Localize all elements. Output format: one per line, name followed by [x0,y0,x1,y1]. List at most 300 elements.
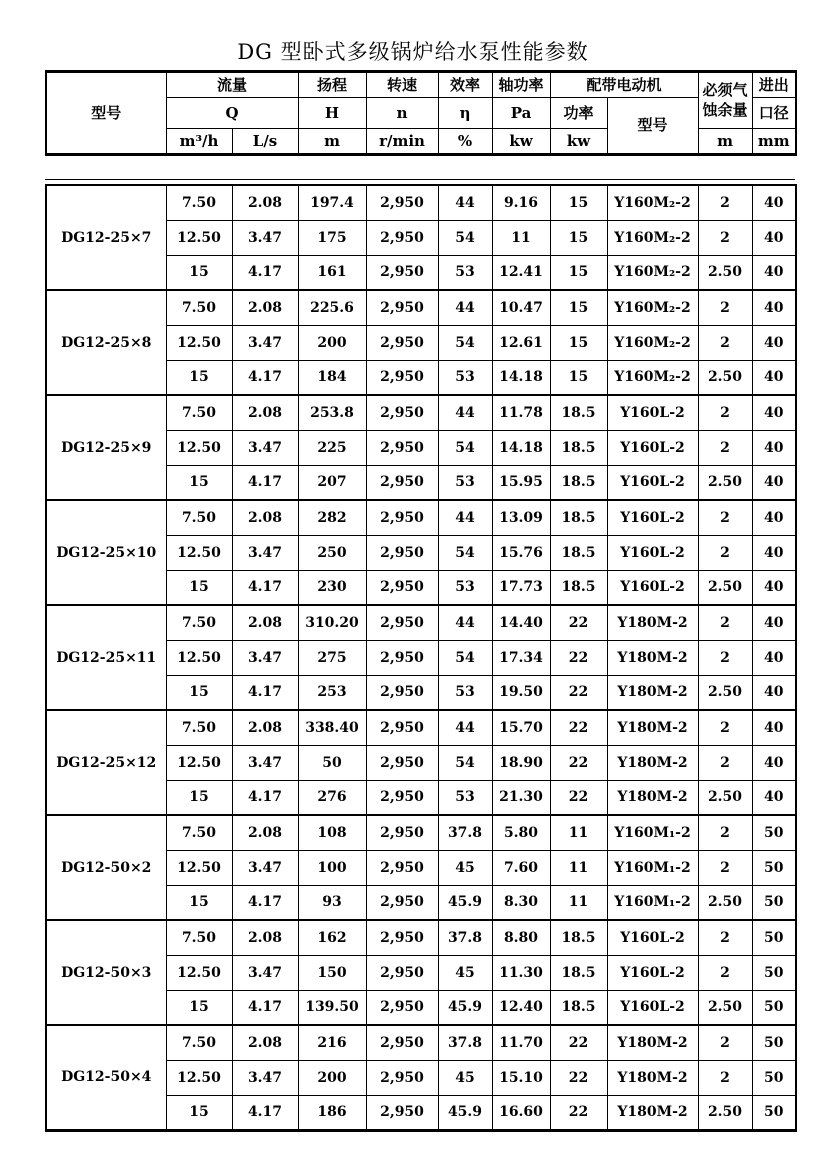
data-cell: 2,950 [366,395,438,430]
data-cell: 2,950 [366,780,438,815]
data-cell: 53 [438,570,492,605]
data-cell: 2,950 [366,1095,438,1130]
pump-model-cell: DG12-25×8 [46,290,166,395]
col-symbol-shaft-power: Pa [492,98,550,129]
data-cell: 15 [166,570,232,605]
col-symbol-speed: n [366,98,438,129]
data-cell: 310.20 [298,605,366,640]
data-cell: 54 [438,220,492,255]
data-cell: 12.50 [166,220,232,255]
data-cell: 4.17 [232,990,298,1025]
data-cell: 44 [438,605,492,640]
data-cell: 2.50 [698,360,752,395]
data-cell: 45 [438,850,492,885]
data-cell: 2 [698,745,752,780]
data-cell: Y160L-2 [607,535,698,570]
data-cell: 2.50 [698,675,752,710]
data-cell: 22 [550,640,607,675]
data-cell: 44 [438,185,492,220]
data-cell: Y180M-2 [607,745,698,780]
data-cell: 3.47 [232,745,298,780]
data-cell: 2.08 [232,1025,298,1060]
data-cell: 2,950 [366,815,438,850]
data-cell: 3.47 [232,430,298,465]
pump-model-cell: DG12-25×10 [46,500,166,605]
data-cell: Y160L-2 [607,920,698,955]
data-cell: Y160M₂-2 [607,220,698,255]
table-row [46,185,796,220]
data-cell: 2 [698,640,752,675]
data-cell: 17.73 [492,570,550,605]
data-cell: 4.17 [232,465,298,500]
data-cell: 16.60 [492,1095,550,1130]
data-cell: 2,950 [366,570,438,605]
data-cell: 22 [550,1025,607,1060]
data-cell: Y160L-2 [607,430,698,465]
unit-port: mm [752,129,796,155]
data-cell: 139.50 [298,990,366,1025]
data-cell: 282 [298,500,366,535]
pump-model-cell: DG12-25×9 [46,395,166,500]
data-cell: 2,950 [366,360,438,395]
data-cell: 2,950 [366,640,438,675]
data-cell: 14.40 [492,605,550,640]
data-cell: 15.10 [492,1060,550,1095]
data-cell: 12.50 [166,535,232,570]
data-cell: 8.30 [492,885,550,920]
data-cell: 18.5 [550,920,607,955]
data-cell: 54 [438,430,492,465]
data-cell: 11.70 [492,1025,550,1060]
data-cell: 45 [438,955,492,990]
data-cell: 50 [752,955,796,990]
data-cell: 7.50 [166,1025,232,1060]
data-cell: 18.5 [550,570,607,605]
data-cell: 100 [298,850,366,885]
data-cell: 11 [550,815,607,850]
col-header-flow: 流量 [166,72,298,98]
data-cell: 40 [752,710,796,745]
data-cell: 22 [550,675,607,710]
data-cell: 2 [698,290,752,325]
data-cell: 22 [550,745,607,780]
data-cell: 276 [298,780,366,815]
data-cell: 12.50 [166,325,232,360]
data-cell: 11.78 [492,395,550,430]
data-cell: Y160L-2 [607,395,698,430]
data-cell: 2,950 [366,885,438,920]
data-cell: 2 [698,850,752,885]
data-cell: 2,950 [366,430,438,465]
data-cell: Y180M-2 [607,605,698,640]
data-cell: Y180M-2 [607,780,698,815]
data-cell: 12.40 [492,990,550,1025]
data-cell: 207 [298,465,366,500]
pump-model-cell: DG12-25×12 [46,710,166,815]
data-cell: 8.80 [492,920,550,955]
data-cell: 22 [550,780,607,815]
data-cell: 7.50 [166,290,232,325]
data-cell: 15 [166,885,232,920]
data-cell: 4.17 [232,570,298,605]
data-cell: 2 [698,955,752,990]
data-cell: 175 [298,220,366,255]
data-cell: 12.50 [166,1060,232,1095]
data-cell: 15 [166,675,232,710]
data-cell: 3.47 [232,220,298,255]
data-cell: 150 [298,955,366,990]
data-cell: 40 [752,605,796,640]
data-cell: 15.70 [492,710,550,745]
data-cell: 162 [298,920,366,955]
data-cell: Y160M₁-2 [607,850,698,885]
data-cell: 3.47 [232,850,298,885]
data-cell: 50 [752,990,796,1025]
table-row [46,605,796,640]
table-row [46,920,796,955]
data-cell: Y160M₁-2 [607,885,698,920]
pump-data-table [45,184,797,1132]
data-cell: 253 [298,675,366,710]
data-cell: 186 [298,1095,366,1130]
page-title: DG 型卧式多级锅炉给水泵性能参数 [237,40,589,64]
data-cell: 15.95 [492,465,550,500]
data-cell: 2.08 [232,710,298,745]
data-cell: 2,950 [366,255,438,290]
data-cell: 2.50 [698,990,752,1025]
data-cell: Y160L-2 [607,990,698,1025]
data-cell: 2 [698,395,752,430]
data-cell: 18.5 [550,500,607,535]
data-cell: 2 [698,185,752,220]
data-cell: 45.9 [438,1095,492,1130]
col-header-efficiency: 效率 [438,72,492,98]
data-cell: 22 [550,1060,607,1095]
data-cell: 2.08 [232,185,298,220]
data-cell: 2.50 [698,255,752,290]
data-cell: 40 [752,360,796,395]
data-cell: 4.17 [232,360,298,395]
data-cell: 2 [698,710,752,745]
table-row [46,1025,796,1060]
col-header-shaft-power: 轴功率 [492,72,550,98]
data-cell: 50 [298,745,366,780]
col-header-port-line2: 口径 [752,98,796,129]
data-cell: 10.47 [492,290,550,325]
data-cell: 2 [698,815,752,850]
data-cell: 2,950 [366,605,438,640]
table-row [46,290,796,325]
data-cell: 22 [550,605,607,640]
data-cell: Y160M₂-2 [607,325,698,360]
data-cell: 50 [752,850,796,885]
col-header-motor-group: 配带电动机 [550,72,698,98]
data-cell: 2 [698,325,752,360]
data-cell: 50 [752,920,796,955]
data-cell: 2.50 [698,465,752,500]
data-cell: 5.80 [492,815,550,850]
data-cell: 3.47 [232,640,298,675]
data-cell: 40 [752,745,796,780]
data-cell: 2 [698,605,752,640]
data-cell: 40 [752,675,796,710]
data-cell: 161 [298,255,366,290]
data-cell: 54 [438,325,492,360]
data-cell: 14.18 [492,360,550,395]
data-cell: 50 [752,1025,796,1060]
data-cell: 15 [550,325,607,360]
data-cell: 2 [698,430,752,465]
data-cell: 37.8 [438,1025,492,1060]
data-cell: Y180M-2 [607,1025,698,1060]
data-cell: 40 [752,570,796,605]
data-cell: Y160M₁-2 [607,815,698,850]
unit-speed: r/min [366,129,438,155]
data-cell: 53 [438,465,492,500]
data-cell: 2,950 [366,325,438,360]
data-cell: 45 [438,1060,492,1095]
col-header-npsh: 必须气蚀余量 [698,72,752,129]
data-cell: 15 [550,220,607,255]
data-cell: 275 [298,640,366,675]
data-cell: 15 [166,990,232,1025]
data-cell: 7.50 [166,185,232,220]
data-cell: Y180M-2 [607,1095,698,1130]
data-cell: 2.08 [232,500,298,535]
data-cell: 53 [438,675,492,710]
data-cell: 2.50 [698,885,752,920]
data-cell: 2 [698,500,752,535]
data-cell: 40 [752,500,796,535]
data-cell: 44 [438,395,492,430]
data-cell: 15 [166,360,232,395]
data-cell: 2,950 [366,675,438,710]
data-cell: 40 [752,220,796,255]
data-cell: 2,950 [366,465,438,500]
data-cell: 2,950 [366,990,438,1025]
data-cell: 93 [298,885,366,920]
data-cell: 4.17 [232,780,298,815]
data-cell: 50 [752,815,796,850]
data-cell: 197.4 [298,185,366,220]
col-header-port-line1: 进出 [752,72,796,98]
table-row [46,710,796,745]
data-cell: 2,950 [366,1025,438,1060]
col-header-pump-model: 型号 [46,72,166,155]
data-cell: 40 [752,325,796,360]
data-cell: Y180M-2 [607,710,698,745]
data-cell: 2,950 [366,850,438,885]
data-cell: 253.8 [298,395,366,430]
data-cell: Y160M₂-2 [607,360,698,395]
data-cell: 40 [752,395,796,430]
data-cell: 40 [752,640,796,675]
unit-shaft-power: kw [492,129,550,155]
data-cell: Y160L-2 [607,955,698,990]
col-symbol-head: H [298,98,366,129]
unit-motor-power: kw [550,129,607,155]
data-cell: 7.50 [166,500,232,535]
data-cell: 45.9 [438,990,492,1025]
data-cell: 216 [298,1025,366,1060]
data-cell: 13.09 [492,500,550,535]
data-cell: 9.16 [492,185,550,220]
data-cell: 54 [438,745,492,780]
data-cell: Y160L-2 [607,465,698,500]
data-cell: 53 [438,360,492,395]
data-cell: 40 [752,780,796,815]
data-cell: 200 [298,325,366,360]
data-cell: 40 [752,535,796,570]
data-cell: 12.50 [166,745,232,780]
pump-table-body [46,185,796,1130]
data-cell: 53 [438,780,492,815]
divider-line [45,179,795,180]
data-cell: 11 [492,220,550,255]
col-symbol-efficiency: η [438,98,492,129]
data-cell: 53 [438,255,492,290]
data-cell: 2,950 [366,220,438,255]
table-row [46,500,796,535]
data-cell: 7.50 [166,710,232,745]
data-cell: 50 [752,1095,796,1130]
data-cell: 21.30 [492,780,550,815]
data-cell: Y160M₂-2 [607,185,698,220]
data-cell: 2.50 [698,570,752,605]
data-cell: Y160M₂-2 [607,255,698,290]
data-cell: 15 [166,1095,232,1130]
data-cell: 2,950 [366,535,438,570]
data-cell: 15 [166,255,232,290]
data-cell: 54 [438,535,492,570]
data-cell: 7.50 [166,605,232,640]
unit-flow-m3h: m³/h [166,129,232,155]
data-cell: 15 [166,780,232,815]
data-cell: 11 [550,850,607,885]
data-cell: 15 [550,185,607,220]
col-header-motor-power: 功率 [550,98,607,129]
data-cell: 2 [698,220,752,255]
data-cell: 4.17 [232,885,298,920]
data-cell: 184 [298,360,366,395]
data-cell: 2.08 [232,290,298,325]
data-cell: 19.50 [492,675,550,710]
data-cell: 15 [550,290,607,325]
header-table [45,70,797,156]
data-cell: 54 [438,640,492,675]
data-cell: 338.40 [298,710,366,745]
data-cell: 40 [752,465,796,500]
data-cell: Y180M-2 [607,1060,698,1095]
data-cell: Y160L-2 [607,570,698,605]
pump-model-cell: DG12-50×2 [46,815,166,920]
data-cell: 12.50 [166,850,232,885]
data-cell: 7.50 [166,920,232,955]
data-cell: 45.9 [438,885,492,920]
data-cell: 15.76 [492,535,550,570]
data-cell: 2 [698,1025,752,1060]
data-cell: Y180M-2 [607,675,698,710]
data-cell: 12.50 [166,640,232,675]
data-cell: 18.5 [550,430,607,465]
data-cell: 50 [752,885,796,920]
data-cell: 250 [298,535,366,570]
data-cell: 44 [438,710,492,745]
data-cell: 225.6 [298,290,366,325]
data-cell: 18.5 [550,465,607,500]
data-cell: 4.17 [232,675,298,710]
data-cell: 2,950 [366,500,438,535]
data-cell: 3.47 [232,535,298,570]
pump-model-cell: DG12-25×11 [46,605,166,710]
data-cell: 18.5 [550,990,607,1025]
data-cell: 12.41 [492,255,550,290]
data-cell: 18.5 [550,955,607,990]
data-cell: 15 [550,360,607,395]
data-cell: 4.17 [232,255,298,290]
data-cell: 3.47 [232,955,298,990]
unit-efficiency: % [438,129,492,155]
data-cell: 4.17 [232,1095,298,1130]
col-symbol-flow: Q [166,98,298,129]
data-cell: 40 [752,290,796,325]
data-cell: 2,950 [366,290,438,325]
data-cell: 200 [298,1060,366,1095]
data-cell: 18.5 [550,395,607,430]
data-cell: 230 [298,570,366,605]
data-cell: 40 [752,185,796,220]
data-cell: 15 [550,255,607,290]
data-cell: 3.47 [232,325,298,360]
data-cell: 2 [698,535,752,570]
col-header-motor-model: 型号 [607,98,698,155]
col-header-head: 扬程 [298,72,366,98]
data-cell: Y160L-2 [607,500,698,535]
data-cell: 22 [550,1095,607,1130]
data-cell: 12.61 [492,325,550,360]
data-cell: 2,950 [366,1060,438,1095]
data-cell: 50 [752,1060,796,1095]
data-cell: 44 [438,500,492,535]
pump-model-cell: DG12-50×4 [46,1025,166,1130]
unit-flow-ls: L/s [232,129,298,155]
data-cell: 2.08 [232,605,298,640]
data-cell: 11 [550,885,607,920]
data-cell: 15 [166,465,232,500]
data-cell: 11.30 [492,955,550,990]
data-cell: 37.8 [438,920,492,955]
data-cell: 2.08 [232,815,298,850]
data-cell: 2.08 [232,395,298,430]
table-row [46,815,796,850]
data-cell: 44 [438,290,492,325]
data-cell: 108 [298,815,366,850]
table-row [46,395,796,430]
data-cell: 12.50 [166,430,232,465]
data-cell: 12.50 [166,955,232,990]
data-cell: 18.5 [550,535,607,570]
data-cell: 2,950 [366,955,438,990]
data-cell: Y160M₂-2 [607,290,698,325]
data-cell: 2,950 [366,710,438,745]
pump-model-cell: DG12-25×7 [46,185,166,290]
data-cell: Y180M-2 [607,640,698,675]
data-cell: 17.34 [492,640,550,675]
data-cell: 2,950 [366,745,438,780]
data-cell: 7.50 [166,395,232,430]
data-cell: 2 [698,1060,752,1095]
data-cell: 2 [698,920,752,955]
